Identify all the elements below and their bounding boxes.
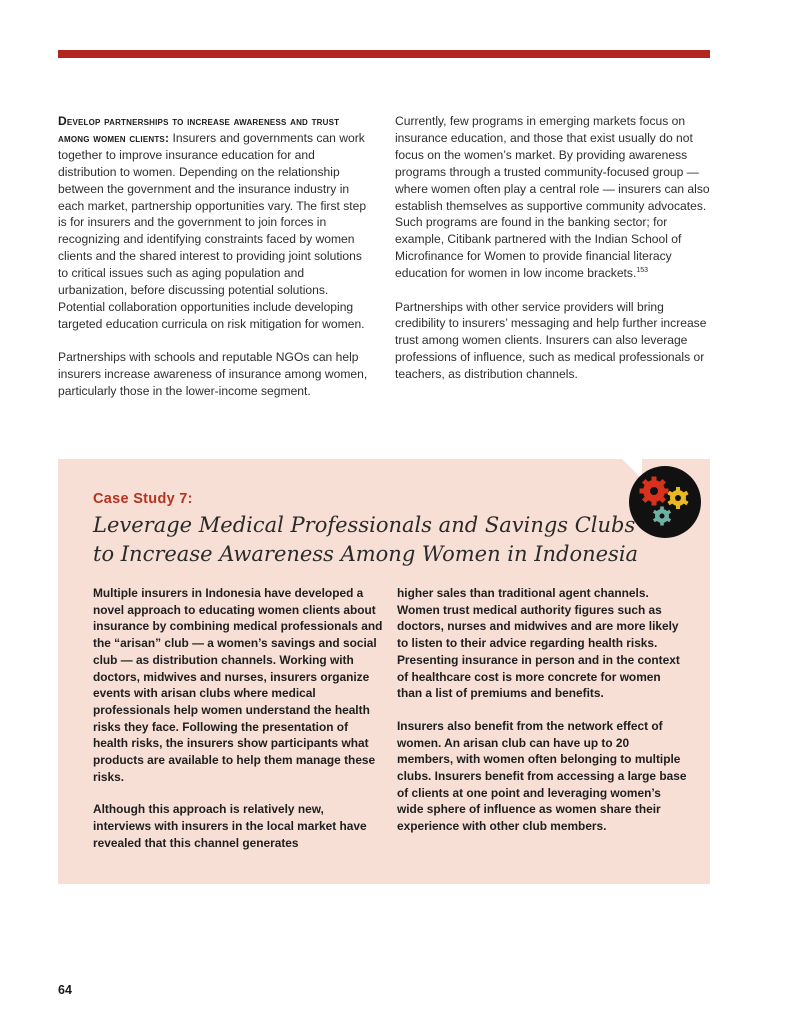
case-study-left-column — [93, 585, 383, 868]
page-number: 64 — [58, 983, 72, 997]
footnote-ref[interactable]: 153 — [636, 267, 649, 275]
case-paragraph-approach: Multiple insurers in Indonesia have developed a novel approach to educating women clients about insurance by combining medical professionals and the “arisan” club — a women’s savings and social club — as distribution channels. Working with doctors, midwives and nurses, insurers organize events with arisan clubs where medical professionals help women understand the health risks they face. Following the presentation of health risks, the insurers show participants what products are available to help them manage these risks. — [93, 586, 383, 784]
partnerships-paragraph — [58, 113, 371, 333]
partnerships-text: Insurers and governments can work together to improve insurance education for and distribution to women. Depending on the relationship between the government and the insurance industry in each market, partnership opportunities vary. The first step is for insurers and the government to join forces in recognizing and identifying constraints faced by women clients and the shared interest to providing joint solutions to critical issues such as aging population and urbanization, before discussing potential solutions. Potential collaboration opportunities include developing targeted education curricula on risk mitigation for women. — [58, 130, 367, 331]
ngo-paragraph: Partnerships with schools and reputable NGOs can help insurers increase awareness of insurance among women, particularly those in the lower-income segment. — [58, 350, 368, 399]
education-text: Currently, few programs in emerging markets focus on insurance education, and those that exist usually do not focus on the women’s market. By providing awareness programs through a trusted community-focused group — where women often play a central role — insurers can also establish themselves as supportive community advocates. Such programs are found in the banking sector; for example, Citibank partnered with the Indian School of Microfinance for Women to provide financial literacy education for women in low income brackets. — [395, 114, 710, 281]
education-paragraph — [395, 113, 713, 282]
case-paragraph-network: Insurers also benefit from the network effect of women. An arisan club can have up to 20 members, with women often belonging to multiple clubs. Insurers benefit from accessing a large base of clients at one point and leveraging women’s wide sphere of influence as women share their experience with other club members. — [397, 718, 687, 834]
case-paragraph-trust: higher sales than traditional agent channels. Women trust medical authority figures such as doctors, nurses and midwives and are more likely to listen to their advice regarding health risks. Presenting insurance in person and in the context of healthcare cost is more concrete for women than a list of premiums and benefits. — [397, 586, 680, 701]
case-study-title: Leverage Medical Professionals and Savings Clubs to Increase Awareness Among Women in Indonesia — [93, 513, 639, 566]
left-column — [58, 113, 371, 417]
service-providers-paragraph: Partnerships with other service providers will bring credibility to insurers’ messaging and help further increase trust among women clients. Insurers can also leverage professions of influence, such as medical professionals or teachers, as distribution channels. — [395, 299, 707, 382]
top-rule — [58, 50, 710, 58]
case-paragraph-results: Although this approach is relatively new, interviews with insurers in the local market have revealed that this channel generates — [93, 802, 367, 850]
case-study-right-column — [397, 585, 687, 851]
section-heading: Develop partnerships to increase awareness and trust among women clients: — [58, 114, 340, 145]
case-study-label: Case Study 7: — [93, 491, 193, 507]
right-column — [395, 113, 713, 400]
